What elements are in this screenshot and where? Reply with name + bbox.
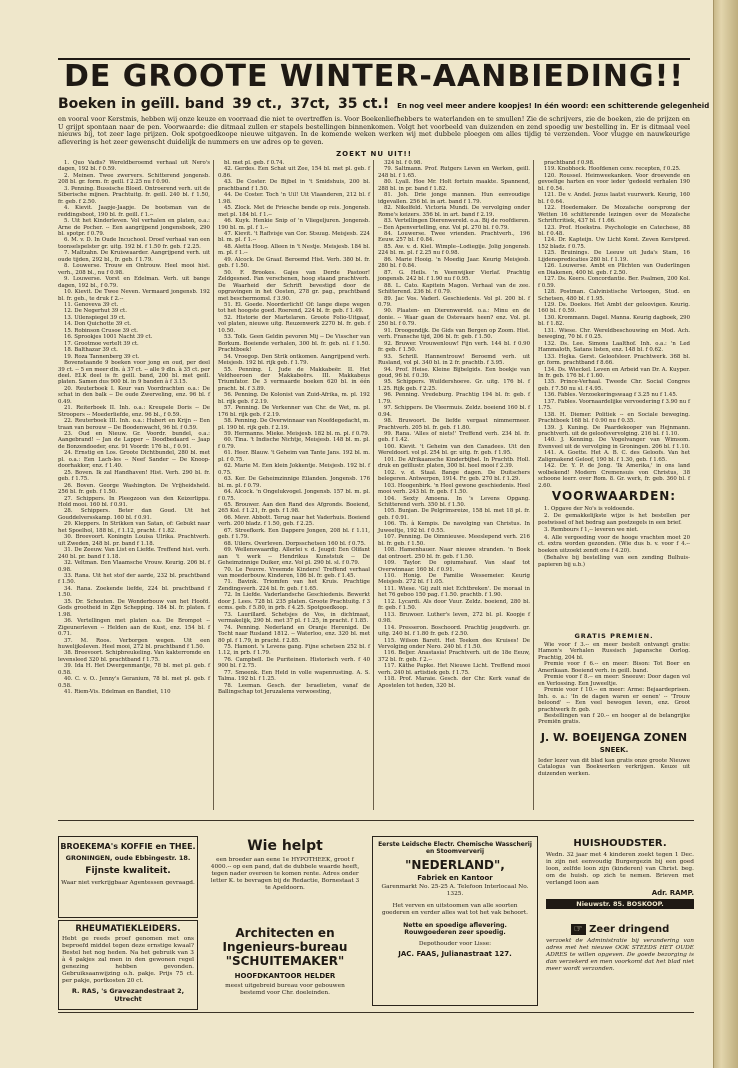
catalog-entry: 133. Hojka. Gerst. Geloofsleer. Prachtwerk. 368 bl. gr. form. prachtband f 8.66. bbox=[538, 353, 690, 367]
catalog-entry: 72. In Liefde. Vaderlandsche Geschiedenis. Bewerkt door J. Lees. 728 bl. 235 platen. Groote Prachtuitg. f 3 ecms. geb. f 5.80, in prb. f 4.25. Spotgoedkoop. bbox=[218, 592, 370, 612]
catalog-entry: 122. Hoedemaker. De Mozaïsche oorsprong der Wetten 16 schitterende lezingen over de Mozaïsche Schriftcritiek, 437 bl. f 1.66. bbox=[538, 205, 690, 225]
catalog-entry: 64. Alcock. 'n Ongelukvogel. Jongensb. 157 bl. m. pl. f 0.75. bbox=[218, 489, 370, 502]
ad-broekema bbox=[58, 836, 198, 918]
ad-rheumatiek-title: RHEUMATIEKLEIDERS. bbox=[75, 924, 181, 934]
catalog-entry: 25. Boven. Ik zal Handhaven! Hist. Verh. 290 bl. fr. geb. f 1.75. bbox=[58, 469, 210, 483]
catalog-entry: 103. Hoogenbirk. 'n Heel gewone geschiedenis. Heel mooi verh. 243 bl. fr. geb. f 1.50. bbox=[378, 482, 530, 496]
subline-lead: Boeken in geïll. band bbox=[58, 96, 225, 112]
ad-nederland-depot-name: JAC. FAAS, Julianastraat 127. bbox=[398, 950, 512, 958]
catalog-entry: 4. Kievit. Jaapje-Jaapje. De bootsman van de reddingsboot, 190 bl. fr. geill. f 1.-- bbox=[58, 205, 210, 218]
catalog-entry: 65. Brouwer. Aan den Rand des Afgronds. Boeiend, 265 Kol. f 1.21, fr. geb. f 1.98. bbox=[218, 502, 370, 515]
column-rule bbox=[533, 160, 534, 810]
catalog-entry: 16. Sprookjes 1001 Nacht 39 ct. bbox=[64, 334, 153, 341]
ad-zeer-dringend-body: verzoekt de Administratie bij verandering van adres met het nieuwe OOK STEEDS HET OUDE ADRES te willen opgeven. De goede bezorging is dan verzekerd en men voorkomt dat het blad niet meer wordt verzonden. bbox=[546, 938, 694, 972]
catalog-entry: 127. Ds. Keers. Concordantie. Ber. Psalmen, 200 Kol. f 0.59. bbox=[538, 276, 690, 289]
ad-huishoudster-sign: Adr. RAMP. bbox=[651, 889, 694, 897]
catalog-entry: 129. Ds. Doekes. Het Ambt der geloovigen. Keurig. 160 bl. f 0.59. bbox=[538, 301, 690, 315]
publisher-note: Ieder lezer van dit blad kan gratis onze groote Nieuwe Catalogus van Boekwerken verkrijgen. Keuze uit duizenden werken. bbox=[538, 758, 690, 777]
ad-zeer-dringend-title: Zeer dringend bbox=[589, 924, 670, 935]
catalog-entry: 75. Hamont. 's Levens gang. Fijne schetsen 252 bl. f 1.12, in prb. f 1.79. bbox=[218, 643, 370, 657]
catalog-entry: 32. Veltman. Een Vlaamsche Vrouw. Keurig. 206 bl. f 0.98. bbox=[58, 560, 210, 573]
catalog-entry: 73. Laurillard. Schetsjes de Vos, in dichtmaat, vermakelijk, 290 bl. met 37 pl. f 1.25, in pracht. f 1.85. bbox=[218, 611, 370, 625]
section-heading: ZOEKT NU UIT!! bbox=[336, 150, 412, 158]
catalog-entry: 19. Roza Tannenberg 39 ct. bbox=[64, 353, 140, 360]
catalog-entry: 33. Rana. Uit het stof der aarde, 232 bl. prachtband f 1.50. bbox=[58, 573, 210, 586]
list-item: 1. Opgave der No's is voldoende. bbox=[544, 506, 635, 512]
catalog-entry: 40. C. v. O.. Jenny's Geranium, 78 bl. met pl. geb. f 0.58. bbox=[58, 676, 210, 689]
catalog-entry: 96. Penning. Vredeburg. Prachtig 194 bl. fr. geb. f 1.79. bbox=[378, 392, 530, 405]
catalog-entry: 105. Bunjan. De Pelgrimsreize, 158 bl. met 18 pl. fr. geb. f 0.91. bbox=[378, 508, 530, 521]
catalog-entry: 30. Breevoort. Koningin Louisa Ulrika. Prachtverh. uit Zweden, 248 bl. pr. band f 1.18. bbox=[58, 534, 210, 547]
catalog-entry: 94. Prof. Heise. Kleine Bijbelgids. Een boekje van goud, 96 bl. f 0.39. bbox=[378, 366, 530, 379]
catalog-entry: 111. Wiese. 'Gij zult niet Echtbreken'. De moraal in het 76 geboo 150 pag. f 1.50. prachtb. f 1.90. bbox=[378, 585, 530, 599]
catalog-entry: 128. Postman. Calvinistische Vertoogen, Stud. en Schetsen, 480 bl. f 1.95. bbox=[538, 289, 690, 302]
catalog-entry: 8. Louwerse. Trouw en Ontrouw. Heel mooi hist. verh., 208 bl., nu f 0.98. bbox=[58, 263, 210, 276]
catalog-entry: 115. Wilson Barett. Het Teeken des Kruises! De Vervolging onder Nero. 240 bl. f 1.50. bbox=[378, 637, 530, 650]
ad-nederland-depot: Depothouder voor Lisse: bbox=[418, 941, 492, 947]
catalog-entry: 71. Bavink. Triomfen van het Kruis. Prachtige Zendingsverh. 224 bl. fr. geb. f 1.65. bbox=[218, 579, 370, 592]
catalog-entry: 90. Plaaten- en Dierenwereld. o.a.: Minu en de donie. -- Waar gaan de Ostevaars heen? enz. Vol. pl. 250 bl. f 0.79. bbox=[378, 308, 530, 328]
catalog-entry: 9. Louwerse. Vorst en Edelman. Verh. uit bange dagen, 192 bl., f 0.79. bbox=[58, 276, 210, 289]
catalog-entry: 13. Uilenspiegel 39 ct. bbox=[64, 314, 126, 321]
ad-zeer-dringend bbox=[546, 922, 694, 1008]
ad-nederland-note: Nette en spoedige aflevering. Rouwgoederen zeer spoedig. bbox=[403, 922, 507, 936]
catalog-entry: 88. L. Cato. Kapitein Magon. Verhaal van de zee. Schitterend. 236 bl. f 0.79. bbox=[378, 282, 530, 296]
premiums-list bbox=[538, 642, 690, 724]
section-divider bbox=[58, 1012, 694, 1013]
catalog-entry: 55. Penning. I. Jude de Makkabeër. II. Het Veldheeroen der Makkabeërs. III. Makkabeus Triumfator. De 3 vermaarde boeken 620 bl. in één pracht. bl. f 3.89. bbox=[218, 366, 370, 392]
ad-wie-helpt-body: een broeder aan eene 1e HYPOTHEEK, groot f 4000.-- op een pand, dat de dubbele waarde heeft, tegen nader overeen te komen rente. Adres onder letter K. te bevragen bij de Redactie, Bornestaat 3 te Apeldoorn. bbox=[210, 857, 360, 891]
ad-nederland-body: Het verven en uitstoomen van alle soorten goederen en verder alles wat tot het vak behoort. bbox=[381, 903, 528, 916]
ad-schuitemaker bbox=[206, 922, 364, 1010]
catalog-entry: 131. Wiese. Chr. Wereldbeschouwing en Mod. Ach. beweging, 70 bl. f 0.25. bbox=[538, 327, 690, 341]
catalog-entry: 137. Fables. Voornaardelijke vervoedering f 3.90 nu f 1.75. bbox=[538, 398, 690, 412]
catalog-entry: 1. Quo Vadis? Wereldberoemd verhaal uit Nero's dagen, 192 bl. f 0.59. bbox=[58, 160, 210, 173]
list-item: Premie voor f 8.-- en meer: Sneeuw: Door dagen vol en Verlossing. Een Juweeltje. bbox=[538, 674, 690, 687]
catalog-entry: Bovenstaande 9 boeken voor jong en oud, per deel 39 ct. -- 5 en meer dln. à 37 ct. -- alle 9 dln. à 35 ct. per deel. ELK deel is fr. geill. band, 200 bl. met geill. platen. Samen dus 900 bl. in 9 banden à f 3.15. bbox=[58, 360, 210, 386]
catalog-entry: 52. Historie der Martelaren. Groote Folio-Uitgaaf, vol platen, nieuwe uitg. Reuzenwerk 2270 bl. fr. geb. f 10.50. bbox=[218, 314, 370, 334]
catalog-entry: 62. Marie M. Een klein Jokkentje. Meisjesb. 192 bl. f 0.75. bbox=[218, 463, 370, 476]
subline-tail: En nog veel meer andere koopjes! In één woord: een schitterende gelegenheid bbox=[397, 102, 710, 110]
catalog-entry: 46. Kuyk. Henkie Snip of 'n Vliegeljuren. Jongensb. 190 bl. m. pl. f 1.-- bbox=[218, 218, 370, 231]
list-item: 4. Alle vergoeding voor de hooge vrachten moet 20 ct. extra worden gezonden. (Wie dus b. v. voor f 4.-- boeken uitzoekt zendt ons f 4.20). bbox=[538, 534, 690, 554]
ad-zeer-dringend-title-wrap bbox=[546, 924, 694, 935]
intro-paragraph: en vooral voor Kerstmis, hebben wij onze keuze en voorraad die niet te overtreffen is. Voor Boekenliefhebbers te waterlanden en te smullen! Zie de schrijvers, zie de boeken, zie de prijzen en U grijpt spontaan naar de pen. Voorwaarde: die ditmaal zullen er stapels bestellingen binnenkomen. Volgt het voorbeeld van duizenden en zend spoedig uw bestelling in. Er is ditmaal veel nieuws bij, tot zeer lage prijzen. Ook spotgoedkoope nieuwe uitgaven. In de komende weken werken wij met dubbele ploegen om alles tijdig te verzenden. Voor vlugge en nauwkeurige aflevering is het zeer gewenscht duidelijk de nummers en uw adres op te geven. bbox=[58, 115, 690, 146]
catalog-entry: 89. Jac Vos. Vaderl. Geschiedenis. Vol pl. 200 bl. f 0.79. bbox=[378, 295, 530, 308]
catalog-entry: 79. Saltmann. Prof. Rutgers Leven en Werken, geill. 248 bl. f 1.65. bbox=[378, 166, 530, 179]
catalog-entry: 80. Lyall. Hoe Mr. Holt fortuin maakte. Spannend, 288 bl. in pr. band f 1.82. bbox=[378, 179, 530, 192]
catalog-entry: 18. Balthazar 39 ct. bbox=[64, 347, 118, 354]
catalog-entry: 5. Uit het Kinderleven. Vol verhalen en platen, o.a.: Arne de Pocher. -- Een aangrijpend jongensboek, 290 bl. spotpr. f 0.79. bbox=[58, 218, 210, 237]
catalog-entry: 136. Fables. Verzoekeringswaag f 3.25 nu f 1.45. bbox=[544, 392, 678, 399]
catalog-entry: 63. Ker. De Geheimzinnige Eilanden. Jongensb. 176 bl. m. pl. f 0.79. bbox=[218, 476, 370, 489]
catalog-entry: 24. Ernstig en Los. Groote Dichtbundel, 280 bl. met pl. o.a.: Een Lach-les -- Neef Sander -- De Knoop-doorhakker, enz. f 1.40. bbox=[58, 450, 210, 470]
catalog-column-4 bbox=[538, 160, 691, 489]
catalog-entry: 76. Campbell. De Puriteinen. Historisch verh. f 40 900 bl. f 2.75. bbox=[218, 656, 370, 670]
catalog-entry: 93. Schrill. Hannentrouw! Beroemd verh. uit Rusland, vol pl. 340 bl. in 2 fr. prachtb. f 3.95. bbox=[378, 353, 530, 367]
catalog-column-3 bbox=[378, 160, 530, 812]
catalog-entry: 20. Reuterboek I. Keur van Voordrachten o.a.: De schat in den balk -- De oude Zwerveling, enz. 96 bl. f 0.49. bbox=[58, 385, 210, 405]
catalog-entry: 130. Krommann. Dagel. Manna. Keurig dagboek, 290 bl. f 1.82. bbox=[538, 314, 691, 328]
ad-huishoudster-address: Nieuwstr. 85. BOSKOOP. bbox=[546, 899, 694, 909]
section-divider bbox=[58, 820, 694, 821]
conditions-title: VOORWAARDEN: bbox=[551, 489, 677, 503]
catalog-entry: 99. Rana. 'Alles of niets!' Treffend verh. 234 bl. fr. geb. f 1.42. bbox=[378, 431, 530, 444]
catalog-entry: 69. Wellenswaardig. Allerlei v. d. Jeugd: Een Olifant aan 't werk -- Hendrikus Kunststuk -- De Geheimzinnige Duiker, enz. Vol pl. 290 bl. sl. f 0.79. bbox=[218, 547, 370, 567]
catalog-entry: 54. Vroegop. Den Strik ontkomen. Aangrijpend verh. Meisjesb. 192 bl. rijk geb. f 1.79. bbox=[218, 353, 370, 367]
ad-rheumatiek-sign: R. RAS, 's Gravezandestraat 2, Utrecht bbox=[71, 987, 185, 1003]
catalog-entry: 95. Schippers. Wuildershoeve. Gr. uitg. 176 bl. f 1.25. Rijk geb. f 2.25. bbox=[378, 379, 530, 392]
conditions-list bbox=[538, 506, 690, 630]
catalog-entry: 142. Dr. Y. P. de Jong. 'Ik Amerika,' in ons land wolbekend! Modern Cremensuis von Christus, 38 schoone leerr. over Rom. 8. Gr. werk, fr. geb. 360 bl. f 2.60. bbox=[538, 463, 690, 489]
ad-rheumatiek-body: Hebt ge reeds proef genomen met ons beproefd middel tegen deze ernstige kwaal? Bestel het nog heden. Na het gebruik van 3 à 4 pakjes zal men in den gewonen regel genezing hebben gevonden. Gebruiksaanwijzing o.h. pakje. Prijs 75 ct. per pakje, portkosten 20 ct. bbox=[62, 936, 194, 984]
catalog-entry: 138. H. Diemer. Politiek -- en Sociale beweging. Prachtboek 168 bl. f 0.90 nu f 0.35. bbox=[538, 411, 690, 425]
catalog-entry: 17. Grootmoe verteIt 39 ct. bbox=[64, 340, 139, 347]
catalog-entry: 104. Sexty Amoena. In 's Levens Opgang. Schitterend verh. 350 bl. f 1.50. bbox=[378, 495, 530, 509]
catalog-entry: 6. M. v. D. In Oude Incuchool. Droef verhaal van een toonselspelster gr. uitg. 192 bl. f 1.50 fr. geb. f 2.25. bbox=[58, 237, 210, 250]
subline-price-3: 35 ct.! bbox=[338, 96, 390, 112]
catalog-entry: 117. Käthe Papke. Het Nieuwe Licht. Treffend mooi verh. 240 bl. artistiek geb. f 1.75. bbox=[378, 663, 530, 676]
catalog-entry: 324 bl. f 0.98. bbox=[384, 160, 423, 166]
catalog-entry: 139. J. Kuning. De Paardekooper van Hejnmann. prachtverh. uit de geloofsvervolging. 216 bl. f 1.10. bbox=[538, 424, 690, 438]
catalog-entry: 37. M. Roos. Verborgen wegen. Uit een huwelijksleven. Heel mooi, 272 bl. prachtband f 1.50. bbox=[58, 637, 210, 650]
list-item: 3. Rembours f 1,-- leveren we niet. bbox=[544, 527, 639, 534]
catalog-entry: 70. Le Feuvre. Vreemde Kinders! Treffend verhaal van moederbouw. Kinderen, 186 bl. fr. geb. f 1.45. bbox=[218, 566, 370, 579]
catalog-entry: 66. Mevr. Abbott. Terug naar het Vaderhuis. Boeiend verh. 200 bladz. f 1.50, geb. f 2.25. bbox=[218, 514, 370, 528]
ad-huishoudster bbox=[546, 836, 694, 920]
catalog-entry: 114. Presseron. Boschoord. Prachtig jeugdverh. gr. uitg. 240 bl. f 1.80 fr. geb. f 2.50. bbox=[378, 624, 530, 638]
catalog-entry: 126. Louwerse. Ambt en Plichten van Ouderlingen en Diakenen, 400 bl. geb. f 2.50. bbox=[538, 263, 690, 276]
catalog-entry: 59. Hermanns. Mieke. Meisjesb. 182 bl. m. pl. f 0.79. bbox=[224, 431, 370, 438]
catalog-entry: 39. Ida H. Het Dwergenmantje, 78 bl. met pl. geb. f 0.58. bbox=[58, 663, 210, 676]
catalog-entry: 31. De Zeeuw. Van List en Liefde. Treffend hist. verh. 240 bl. pr. band f 1.18. bbox=[58, 547, 210, 560]
catalog-entry: 102. v. d. Staal. Bange dagen. De Duitschers belegeren. Antwerpen, 1914. Fr. geb. 270 bl. f 1.29. bbox=[378, 469, 530, 483]
ad-schuitemaker-title: Architecten en Ingenieurs-bureau "SCHUITEMAKER" bbox=[222, 926, 348, 968]
publisher-name: J. W. BOEIJENGA ZONEN bbox=[540, 731, 688, 744]
catalog-entry: 12. De Negerhut 39 ct. bbox=[64, 308, 127, 315]
catalog-entry: 81. Joh. Drie jonge mannen. Hun eenvoudige idgevallen. 256 bl. in art. band f 1.79. bbox=[378, 192, 530, 205]
catalog-entry: 121. De v. Andel. Jezus laatst vuurwerk. Keurig, 160 bl. f 0.64. bbox=[538, 192, 690, 205]
premiums-title: GRATIS PREMIEN. bbox=[574, 632, 654, 640]
column-rule bbox=[213, 160, 214, 810]
ad-nederland-address: Garenmarkt No. 25-25 A. Telefoon Interlocaal No. 1325. bbox=[381, 884, 529, 897]
catalog-column-1 bbox=[58, 160, 210, 812]
list-item: 2. De gemakkelijkste wijze is het bestellen per postwissel of het bedrag aan postzegels in een brief. bbox=[538, 513, 690, 526]
ad-nederland-header: Eerste Leidsche Electr. Chemische Wasscherij en Stoomververij bbox=[378, 841, 532, 855]
catalog-entry: 44. De Coster. Toch 'n Uil! Uit Vlaanderen, 212 bl. f 1.98. bbox=[218, 192, 370, 205]
catalog-entry: 74. Penning. Nederland en Oranje Herenigd. De Tocht naar Rusland 1812. -- Waterloo, enz. 320 bl. met 80 pl. f 1.79, in pracht. f 2.85. bbox=[218, 624, 370, 644]
catalog-entry: 100. Kievit. 't Geheim van den Canadees. Uit den Wereldoorl. vol pl. 254 bl. gr. uitg. fr. geb. f 1.95. bbox=[378, 443, 530, 457]
catalog-entry: 68. Uilers. Overleven. Dorpsschetsen 160 bl. f 0.75. bbox=[224, 540, 366, 547]
subline-price-1: 39 ct., bbox=[232, 96, 283, 112]
list-item: Premie voor f 6.-- en meer: Bison: Tot Boer en Amerikaan. Boeiend verh. in geill. band. bbox=[538, 661, 690, 674]
catalog-entry: 27. Schippers. In Pleegzoon van den Keizerlippa. Hold mooi. 160 bl. f 0.91. bbox=[58, 495, 210, 509]
catalog-entry: 42. Gerdes. Een Schat uit Zee, 154 bl. met pl. geb. f 0.86. bbox=[218, 166, 370, 179]
catalog-entry: 38. Breevoort. Schipbreukeling. Van kakterromde en levensleed 320 bl. prachtband f 1.75. bbox=[58, 650, 210, 663]
catalog-entry: 107. Penning. De Oimnieuwe. Meeslepend verh. 216 bl. fr. geb. f 1.50. bbox=[378, 534, 530, 547]
catalog-entry: 7. Maltzahn. De Kruiswaarder. Aangrijpend verh. uit oude tijden, 292 bl., fr. geb. f 1.79. bbox=[58, 250, 210, 263]
catalog-entry: 67. Streefkerk. Een Dappere Jongen, 208 bl. f 1.11, geb. f 1.79. bbox=[218, 527, 370, 541]
catalog-entry: 43. De Coster. De Bijbel in 't Smidshuis, 200 bl. prachtband f 1.50. bbox=[218, 179, 370, 192]
catalog-entry: 48. Aletta Hoog. Alleen in 't Nestje. Meisjesb. 184 bl. m. pl. f 1.-- bbox=[218, 243, 370, 257]
catalog-entry: 45. Zlock. Met de Friesche bende op reis. Jongensb. met pl. 184 bl. f 1.-- bbox=[218, 205, 370, 218]
catalog-entry: 109. Taylor. De opiumshauf. Van slaaf tot Overwinnaar. 160 bl. f 0.91. bbox=[378, 560, 530, 573]
list-item: Wie voor f 3.-- en meer bestelt ontvangt gratis: Hamon's Verhalen Russisch Japansche Oorlog. Prachtig, 204 bl. bbox=[538, 642, 690, 661]
catalog-entry: 113. Bruwoer. Luther's leven, 272 bl. pl. Koopje f 0.98. bbox=[378, 611, 530, 625]
list-item: Bestellingen van f 20.-- en hooger al de belangrijke Premiën gratis. bbox=[538, 712, 690, 726]
catalog-entry: 141. A. Goette. Het A. B. C. des Geloofs. Van het Zaligmakend Geloof, 190 bl. f 1.30, geb. f 1.65. bbox=[538, 450, 690, 463]
catalog-entry: 86. Marie Hooig. 'n Moedig Jaar. Keurig Meisjesb. 280 bl. f 0.84. bbox=[378, 256, 530, 270]
catalog-entry: prachtband f 0.98. bbox=[544, 160, 595, 166]
catalog-entry: 85. Aw. v. d. Kiel. Wimple--Lodiegije. Jolig jongensb. 224 bl. m. pl. f 2.25 nu f 0.98. bbox=[378, 243, 530, 257]
catalog-entry: 125. Bruinings. De Leeuw uit Juda's Stam, 16 Lijdenspredicaties 280 bl. f 1.19. bbox=[538, 250, 690, 263]
catalog-entry: 140. J. Kenning. De Vogelvanger van Wimsom. Evenveel uit de vervolging in Groningen. 206 bl. f 1.10. bbox=[538, 437, 690, 450]
catalog-entry: 97. Schippers. De Vleermuis. Zeldz. boeiend 160 bl. f 0.94. bbox=[378, 405, 530, 418]
catalog-entry: 58. Penning. De Overwinnaar van Noofdegedacht, m. pl. 190 bl. rijk geb. f 2.19. bbox=[218, 418, 370, 431]
subline bbox=[58, 96, 710, 116]
catalog-entry: 60. Tina. 't Indische Nichtje, Meisjesb. 148 bl. m. pl. f 0.79. bbox=[218, 437, 370, 450]
catalog-entry: 22. Reuterboek III. Inh. o.a.: Hubert en Krijn -- Een traan van berouw -- De Boodenwacht, 96 bl. f 0.59. bbox=[58, 418, 210, 431]
catalog-entry: 51. El. Goede. Noorderlicht! Of: lange diepe wegen tot het hoogste goed. Roerend, 224 bl. fr. geb. f 1.49. bbox=[218, 301, 370, 315]
ad-nederland-title: "NEDERLAND", bbox=[405, 858, 505, 872]
catalog-entry: 10. Kievit. De Twee Neven. Vermaard jongensb. 192 bl. fr. geb., te druk f 2.-- bbox=[58, 289, 210, 302]
catalog-entry: 36. Vertellingen met platen o.a. De Brompot -- Zigeunerleven -- Helden aan de Kust, enz. 154 bl. f 0.71. bbox=[58, 618, 210, 638]
catalog-entry: 82. Nikelfeld. Victoria Mundi. De vervolging onder Rome's keizers. 356 bl. in art. band f 2.19. bbox=[378, 205, 530, 218]
ad-nederland-sub: Fabriek en Kantoor bbox=[417, 874, 493, 882]
catalog-entry: 132. Ds. Lee. Simons Laalthof. Inh. o.a.: 'n Led Hammaloth, Satans listen, enz. 148 bl. f 0.62. bbox=[538, 340, 690, 354]
ad-broekema-city: GRONINGEN, oude Ebbingestr. 18. bbox=[65, 854, 191, 862]
catalog-entry: 98. Bruwoort. De liefde vergaat nimmermeer. Prachtverh. 205 bl. fr. geb. f 1.80. bbox=[378, 418, 530, 431]
catalog-entry: 3. Penning. Bussische Bloed. Ontroerend verh. uit de Siberische mijnen. Prachtuitg. fr. geill. 240 bl. f 1.50, fr. geb. f 2.50. bbox=[58, 185, 210, 205]
column-rule bbox=[373, 160, 374, 810]
catalog-entry: 14. Don Quichotte 39 ct. bbox=[64, 321, 132, 328]
catalog-entry: 135. Prince-Verhaal. Tweede Chr. Social Congres geb. f 7.50 nu sl. f 4.95. bbox=[538, 379, 690, 392]
catalog-entry: 112. Lycardi. Als door Vuur. Zeldz. boeiend, 280 bl. fr. geb. f 1.50. bbox=[378, 598, 530, 612]
catalog-entry: 57. Penning. De Verkenner van Chr. de Wet, m. pl. 176 bl. rijk geb. f 2.19. bbox=[218, 405, 370, 418]
catalog-entry: 87. G. Heils. 'n Veenwijker Vierlaf. Prachtig jongensb. 242 bl. f 1.90 nu f 0.95. bbox=[378, 269, 530, 283]
ad-huishoudster-body: Wedn. 32 jaar met 4 kinderen zoekt tegen 1 Dec. in zijn net eenvoudig Burgergezin bij een goed loon, zelfde loon zijn (kinderen) van Christ. beg. om de huish. op zich te nemen. Brieven met verlangd loon aan bbox=[546, 852, 694, 886]
ad-broekema-title: BROEKEMA's KOFFIE en THEE. bbox=[60, 842, 196, 851]
catalog-entry: 123. Prof. Hoekstra. Psychologie en Catechese, 88 bl. f 0.48. bbox=[538, 224, 690, 237]
catalog-entry: 21. Reiterboek II. Inh. o.a.: Kreupele Doris -- De Stroopers -- Moederliefde, enz. 96 bl., f 0.59. bbox=[58, 405, 210, 418]
catalog-entry: 78. Leeman. Gesch. der Israelieten, vanaf de Ballingschap tot Jeruzalems verwoesting, bbox=[218, 682, 370, 696]
catalog-entry: 15. Robinson Crusoe 39 ct. bbox=[64, 327, 138, 334]
catalog-entry: 91. Droogendijk. De Gids van Bergen op Zoom. Hist. verh. Fransche tijd, 206 bl. fr. geb. f 1.50. bbox=[378, 327, 530, 341]
catalog-entry: 110. Honig. De Familie Wessemeier. Keurig Meisjesb. 272 bl. f 1.05. bbox=[378, 573, 530, 586]
ad-rheumatiek bbox=[58, 920, 198, 1010]
catalog-entry: 23. Oud en Nieuw. Gr. Voordr. bundel, o.a.: Aangebrand! -- Jan de Lapper -- Doodbedaard -- Jaap de Bonzendoeder, enz. 91 Voordr. 176 bl., f 0.91. bbox=[58, 431, 210, 450]
catalog-entry: 101. De Afrikaansche Kinderbijbel. In Prachtb. Holl. druk en geïllustr. platen, 300 bl. heel mooi f 2.39. bbox=[378, 456, 530, 470]
catalog-entry: 2. Meinen. Twee zwervers. Schitterend jongensb. 208 bl. gr. form. fr. geill. f 2.25 nu f 0.90. bbox=[58, 172, 210, 186]
catalog-entry: 53. Tolk. Geen Geldin pevoren Mij -- De Visscher van Borkum. Boeiende verhalen, 300 bl. fr. geb. nl. f 1.50. Prachtboek! bbox=[218, 334, 370, 354]
catalog-entry: 34. Rana. Zoekende liefde, 224 bl. prachtband f 1.50. bbox=[58, 585, 210, 599]
catalog-entry: bl. met pl. geb. f 0.74. bbox=[224, 160, 285, 166]
ad-huishoudster-title: HUISHOUDSTER. bbox=[573, 838, 667, 849]
ad-schuitemaker-sub: HOOFDKANTOOR HELDER bbox=[234, 972, 336, 980]
pointing-hand-icon: ☞ bbox=[571, 924, 586, 935]
catalog-entry: 119. Knobhock. Hoofdenen cenv. recepten, f 0.25. bbox=[544, 166, 681, 173]
catalog-entry: 28. Schippers. Beter dan Goud. Uit het Gouddelversskamp. 160 bl. f 0.91. bbox=[58, 508, 210, 521]
catalog-entry: 50. F. Brookes. Gajes van Derde Pastoor! Zeldgesned. Fan verschenen, hoog staand prachtverh. De Waarheid der Schrift bevestigd door de opgravingen in het Oosten, 278 gr. pag., prachtband met beschermomsl. f 3.90. bbox=[218, 269, 370, 302]
catalog-entry: 35. Dr. Schouten. De Wonderbouw van het Hoofd. Gods grootheid in Zijn Schepping. 184 bl. fr. platen. f 1.98. bbox=[58, 598, 210, 618]
ad-wie-helpt bbox=[206, 836, 364, 920]
catalog-entry: 134. Ds. Wieckel. Leven en Arbeid van Dr. A. Kuyper. In fr. geb. 176 bl. f 1.60. bbox=[538, 366, 690, 379]
catalog-entry: 47. Kievit. 't Raflvisje van Cor. Stsuug. Meisjesb. 224 bl. m. pl. f 1.-- bbox=[218, 230, 370, 244]
catalog-entry: 83. Vertellingen Dierenwereld. o.a. Bij de roofdieren. -- Een Apenvertelling, enz. Vol pl. 270 bl. f 0.79. bbox=[378, 218, 530, 231]
catalog-entry: 26. Boven. George Washington. De Vrijheidsheld. 256 bl. fr. geb. f 1.50. bbox=[58, 482, 210, 496]
catalog-entry: 49. Alcock. De Graaf. Beroemd Hist. Verh. 380 bl. fr. geb. f 1.50. bbox=[218, 256, 370, 270]
publisher-city: SNEEK. bbox=[599, 746, 629, 754]
catalog-entry: 29. Kleppers. In Strikken van Satan, of: Gebukt naar het Spoelhol, 188 bl., f 1.12, pracht. f 1.82. bbox=[58, 521, 210, 534]
ad-schuitemaker-body: meest uitgebreid bureau voor gebouwen bestemd voor Chr. doeleinden. bbox=[225, 983, 345, 996]
catalog-entry: 41. Riem-Vis. Edelman en Bandiet, 110 bbox=[64, 689, 171, 696]
ad-broekema-sub: Fijnste kwaliteit. bbox=[85, 866, 171, 876]
catalog-entry: 118. Prof. Maraie. Gesch. der Chr. Kerk vanaf de Apostelen tot heden, 320 bl. bbox=[378, 676, 530, 689]
subline-price-2: 37ct, bbox=[290, 96, 331, 112]
catalog-entry: 116. Beljer. Anastasia! Prachtverh. uit de 18e Eeuw, 372 bl. fr. geb. f 2.-- bbox=[378, 650, 530, 663]
list-item: Premie voor f 10.-- en meer: Arme: Bejaardeprisen. Inh. o. a.: 'In de dagen waren er eenen' -- 'Trouw beloond' -- Een veel bewogen leven, enz. Groot prachtwerk fr. geb. bbox=[538, 687, 690, 713]
ad-broekema-note: Waar niet verkrijgbaar Agentessen gevraagd. bbox=[61, 880, 195, 886]
catalog-entry: 106. Th. à Kempis. De navolging van Christus. In Juweeltje, 192 bl. f 0.55. bbox=[378, 521, 530, 534]
headline: DE GROOTE WINTER-AANBIEDING!! bbox=[63, 59, 685, 94]
catalog-entry: 84. Louwerse. Twee vrienden. Prachtverh., 196 Eeuw. 257 bl. f 0.84. bbox=[378, 230, 530, 244]
catalog-entry: 92. Bruwer. Vrouwenlouw! Fijn verh. 144 bl. f 0.90 fr. geb. f 1.50. bbox=[378, 340, 530, 354]
ad-nederland bbox=[372, 836, 538, 1006]
catalog-entry: 124. Dr. Kapteijn. Uw Licht Komt. Zeven Kerstpred. 152 bladz. f 0.75. bbox=[538, 237, 690, 250]
catalog-column-2 bbox=[218, 160, 370, 812]
catalog-entry: 108. Hamenhauer. Naar nieuwe stranden. 'n Boek dat ontroert. 250 bl. fr. geb. f 1.50. bbox=[378, 547, 530, 560]
catalog-entry: 61. Heer. Blauw. 't Geheim van Tante Jans. 192 bl. m. pl. f 0.75. bbox=[218, 450, 370, 463]
list-item: (Behalve bij bestelling van een zending Bulhuis-papieren bij u.b.) bbox=[538, 555, 690, 568]
catalog-entry: 56. Penning. De Kolonist van Zuid-Afrika, m. pl. 192 bl. rijk geb. f 2.19. bbox=[218, 392, 370, 405]
catalog-entry: 120. Roussel. Heimweekanken. Voor droevende en gevoelige harten en voor ieder 'gedeeld verhalen 190 bl. f 0.54. bbox=[538, 172, 690, 192]
catalog-entry: 11. Genoveva 39 ct. bbox=[64, 301, 119, 308]
ad-wie-helpt-title: Wie helpt bbox=[247, 838, 323, 854]
page-gutter bbox=[713, 0, 738, 1068]
catalog-entry: 77. Smeenk. Een Held in volle wapenrusting. A. S. Talma. 192 bl. f 1.25. bbox=[218, 669, 370, 683]
